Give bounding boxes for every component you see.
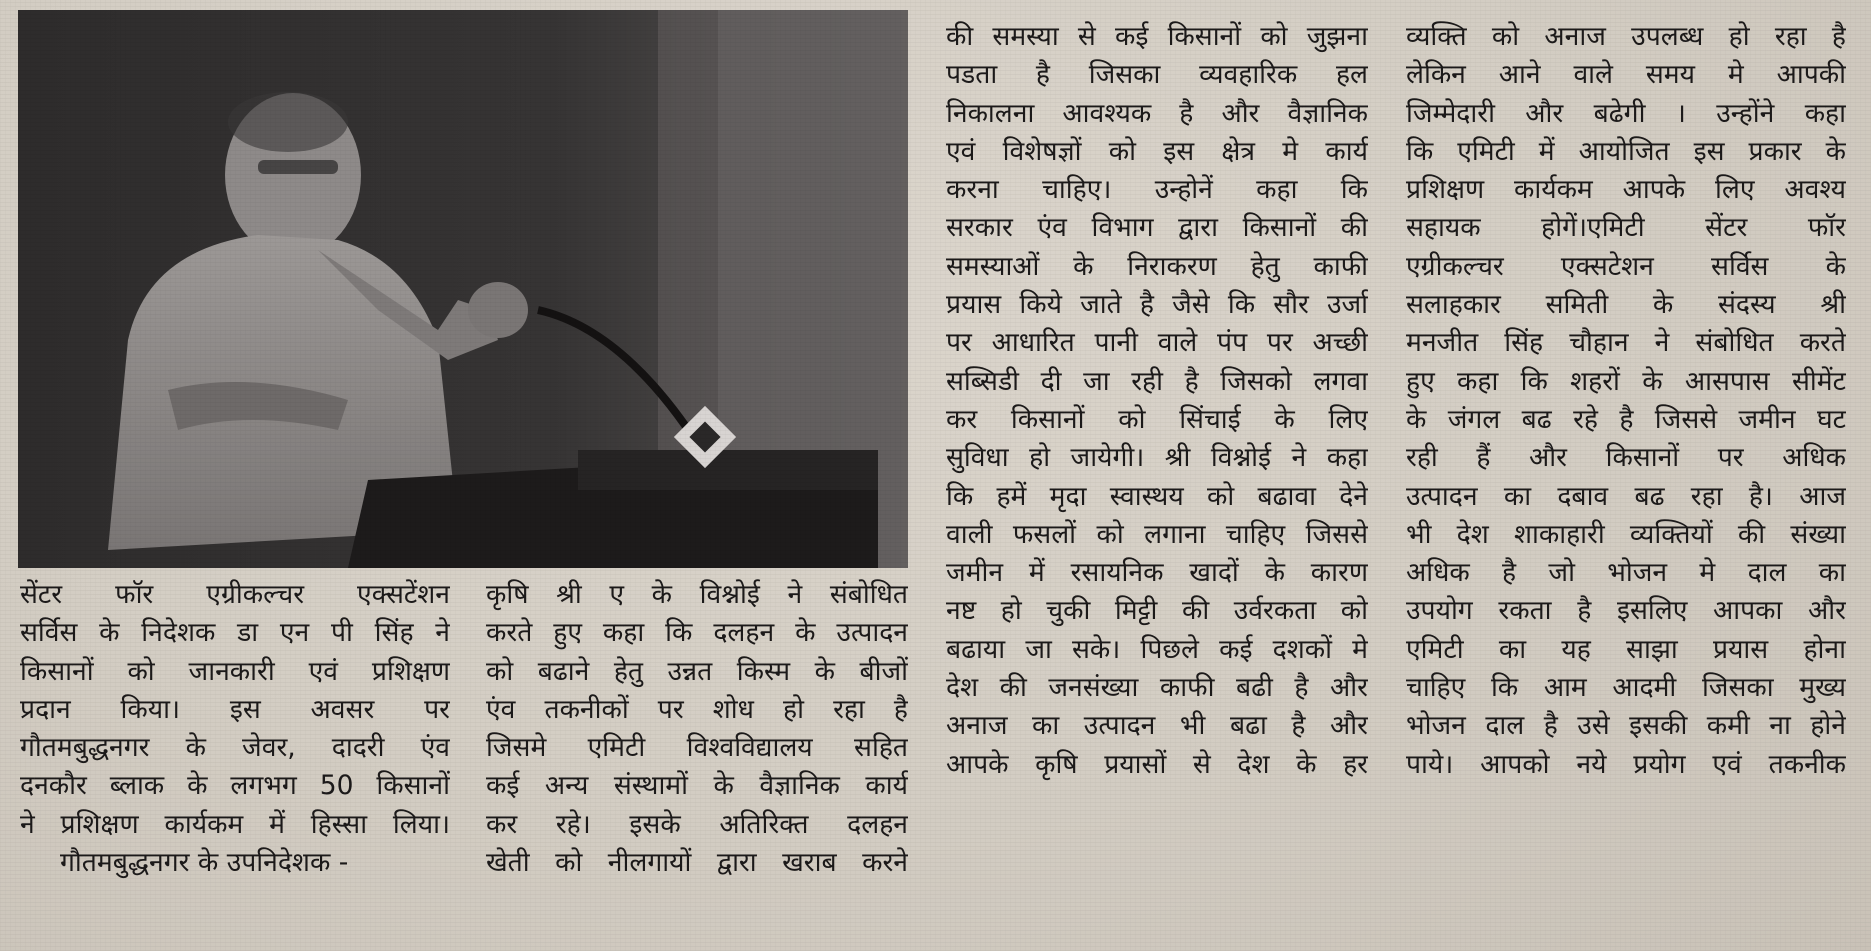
- article-line: किसानों को जानकारी एवं प्रशिक्षण: [20, 655, 450, 687]
- article-line: एग्रीकल्चर एक्सटेशन सर्विस के: [1406, 250, 1846, 282]
- article-line: कई अन्य संस्थामों के वैज्ञानिक कार्य: [486, 770, 908, 802]
- article-line: सुविधा हो जायेगी। श्री विश्नोई ने कहा: [946, 442, 1368, 474]
- article-line: सरकार एंव विभाग द्वारा किसानों की: [946, 212, 1368, 244]
- article-line: प्रशिक्षण कार्यकम आपके लिए अवश्य: [1406, 174, 1846, 206]
- article-line: प्रयास किये जाते है जैसे कि सौर उर्जा: [946, 289, 1368, 321]
- article-line: नष्ट हो चुकी मिट्टी की उर्वरकता को: [946, 595, 1368, 627]
- article-line: जिसमे एमिटी विश्वविद्यालय सहित: [486, 732, 908, 764]
- article-line: एंव तकनीकों पर शोध हो रहा है: [486, 693, 908, 725]
- article-line: उपयोग रकता है इसलिए आपका और: [1406, 595, 1846, 627]
- article-line: सर्विस के निदेशक डा एन पी सिंह ने: [20, 617, 450, 649]
- article-line: प्रदान किया। इस अवसर पर: [20, 693, 450, 725]
- article-line: कि एमिटी में आयोजित इस प्रकार के: [1406, 135, 1846, 167]
- article-line: वाली फसलों को लगाना चाहिए जिससे: [946, 518, 1368, 550]
- article-line: देश की जनसंख्या काफी बढी है और: [946, 672, 1368, 704]
- article-line: एमिटी का यह साझा प्रयास होना: [1406, 633, 1846, 665]
- article-line: पाये। आपको नये प्रयोग एवं तकनीक: [1406, 748, 1846, 780]
- article-line: जमीन में रसायनिक खादों के कारण: [946, 557, 1368, 589]
- article-line: कि हमें मृदा स्वास्थय को बढावा देने: [946, 480, 1368, 512]
- article-line: बढाया जा सके। पिछले कई दशकों मे: [946, 633, 1368, 665]
- article-line: पर आधारित पानी वाले पंप पर अच्छी: [946, 327, 1368, 359]
- article-line: कृषि श्री ए के विश्नोई ने संबोधित: [486, 579, 908, 610]
- speaker-photo: [18, 10, 908, 568]
- article-line: सेंटर फॉर एग्रीकल्चर एक्सटेंशन: [20, 579, 450, 610]
- article-line: पडता है जिसका व्यवहारिक हल: [946, 59, 1368, 91]
- article-line: की समस्या से कई किसानों को जुझना: [946, 21, 1368, 52]
- article-line: जिम्मेदारी और बढेगी । उन्होंने कहा: [1406, 97, 1846, 129]
- article-line: रही हैं और किसानों पर अधिक: [1406, 442, 1846, 474]
- article-line: सलाहकार समिती के संदस्य श्री: [1406, 289, 1846, 321]
- speaker-photo-image: [18, 10, 908, 568]
- article-line: करते हुए कहा कि दलहन के उत्पादन: [486, 617, 908, 649]
- article-line: व्यक्ति को अनाज उपलब्ध हो रहा है: [1406, 21, 1846, 52]
- article-line: आपके कृषि प्रयासों से देश के हर: [946, 748, 1368, 780]
- article-line: सब्सिडी दी जा रही है जिसको लगवा: [946, 365, 1368, 397]
- article-line: निकालना आवश्यक है और वैज्ञानिक: [946, 97, 1368, 129]
- article-line: हुए कहा कि शहरों के आसपास सीमेंट: [1406, 365, 1846, 397]
- article-column-4: [1406, 18, 1846, 784]
- article-line: उत्पादन का दबाव बढ रहा है। आज: [1406, 480, 1846, 512]
- article-line: अनाज का उत्पादन भी बढा है और: [946, 710, 1368, 742]
- article-line: कर किसानों को सिंचाई के लिए: [946, 403, 1368, 435]
- article-line: ने प्रशिक्षण कार्यकम में हिस्सा लिया।: [20, 808, 450, 840]
- article-line: चाहिए कि आम आदमी जिसका मुख्य: [1406, 672, 1846, 704]
- article-line: दनकौर ब्लाक के लगभग 50 किसानों: [20, 770, 450, 802]
- article-line: मनजीत सिंह चौहान ने संबोधित करते: [1406, 327, 1846, 359]
- article-line: गौतमबुद्धनगर के उपनिदेशक -: [60, 847, 349, 879]
- article-line: करना चाहिए। उन्होनें कहा कि: [946, 174, 1368, 206]
- article-line: समस्याओं के निराकरण हेतु काफी: [946, 250, 1368, 282]
- article-line: भोजन दाल है उसे इसकी कमी ना होने: [1406, 710, 1846, 742]
- article-line: अधिक है जो भोजन मे दाल का: [1406, 557, 1846, 589]
- article-column-1: [20, 576, 450, 882]
- article-column-3: [946, 18, 1368, 784]
- article-line: भी देश शाकाहारी व्यक्तियों की संख्या: [1406, 518, 1846, 550]
- article-line: सहायक होगें।एमिटी सेंटर फॉर: [1406, 212, 1846, 244]
- article-line: एवं विशेषज्ञों को इस क्षेत्र मे कार्य: [946, 135, 1368, 167]
- article-line: कर रहे। इसके अतिरिक्त दलहन: [486, 808, 908, 840]
- article-line: गौतमबुद्धनगर के जेवर, दादरी एंव: [20, 732, 450, 764]
- article-line: लेकिन आने वाले समय मे आपकी: [1406, 59, 1846, 91]
- article-line: के जंगल बढ रहे है जिससे जमीन घट: [1406, 403, 1846, 435]
- article-line: को बढाने हेतु उन्नत किस्म के बीजों: [486, 655, 908, 687]
- article-column-2: [486, 576, 908, 882]
- article-line: खेती को नीलगायों द्वारा खराब करने: [486, 847, 908, 879]
